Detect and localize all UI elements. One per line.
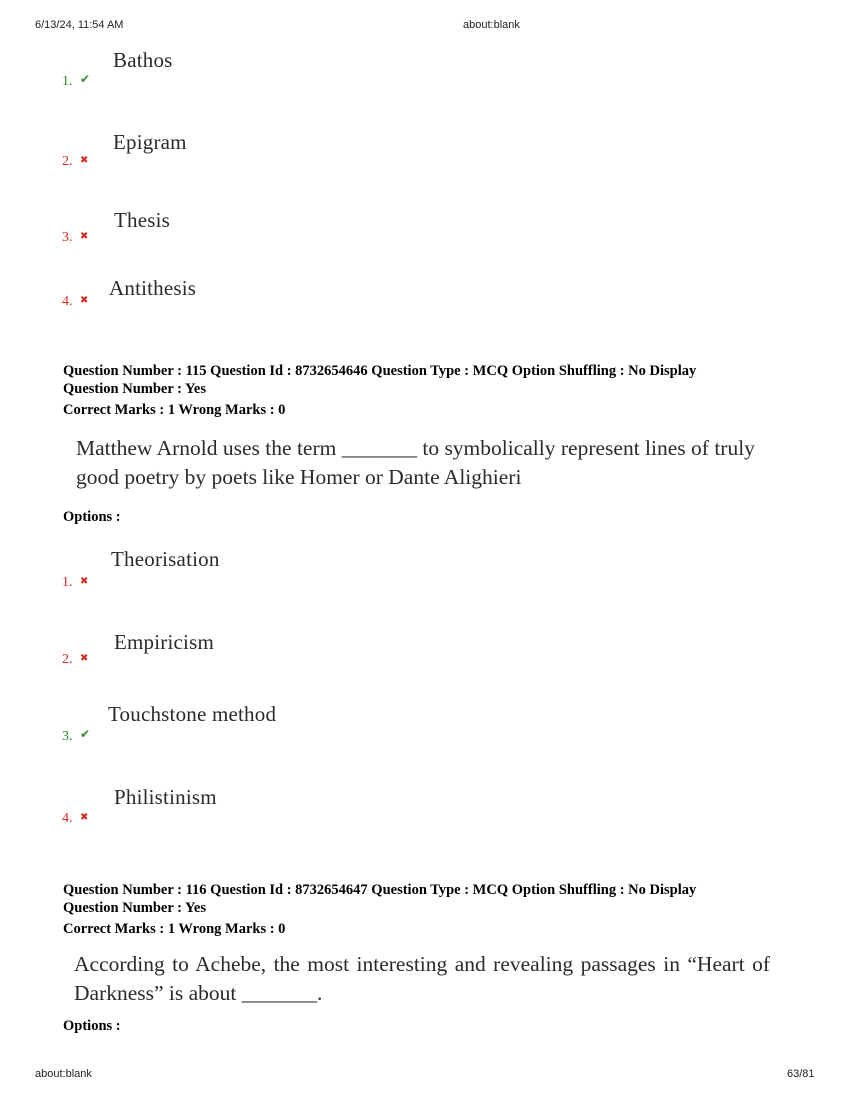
option-number: 2. [62, 154, 73, 169]
print-page-number: 63/81 [787, 1068, 815, 1080]
option-text: Thesis [114, 208, 171, 232]
option-text: Touchstone method [108, 702, 277, 726]
meta-line-2: Question Number : Yes [63, 381, 206, 397]
option-number: 4. [62, 294, 73, 309]
cross-icon: ✖ [80, 653, 89, 664]
options-label: Options : [63, 1018, 121, 1034]
question-115-meta [63, 362, 696, 398]
q115-option-4 [62, 767, 662, 827]
cross-icon: ✖ [80, 155, 89, 166]
meta-line-1: Question Number : 116 Question Id : 8732654647 Question Type : MCQ Option Shuffling : No Display [63, 882, 697, 898]
option-number: 2. [62, 652, 73, 667]
check-icon: ✔ [80, 727, 91, 741]
prev-option-4 [62, 250, 662, 310]
cross-icon: ✖ [80, 812, 89, 823]
question-115-text: Matthew Arnold uses the term _______ to symbolically represent lines of truly good poetry by poets like Homer or Dante Alighieri [76, 436, 755, 489]
prev-option-1 [62, 30, 662, 90]
print-datetime: 6/13/24, 11:54 AM [35, 19, 124, 31]
meta-line-1: Question Number : 115 Question Id : 8732654646 Question Type : MCQ Option Shuffling : No Display [63, 363, 697, 379]
cross-icon: ✖ [80, 231, 89, 242]
question-115-marks: Correct Marks : 1 Wrong Marks : 0 [63, 402, 286, 418]
option-text: Epigram [113, 130, 187, 154]
print-footer-url: about:blank [35, 1068, 92, 1080]
options-label: Options : [63, 509, 121, 525]
print-title: about:blank [463, 19, 520, 31]
question-116-meta [63, 881, 696, 917]
option-text: Empiricism [114, 630, 214, 654]
option-text: Theorisation [111, 547, 220, 571]
option-number: 1. [62, 575, 73, 590]
meta-line-2: Question Number : Yes [63, 900, 206, 916]
q115-option-3 [62, 685, 662, 745]
prev-option-3 [62, 186, 662, 246]
q115-option-1 [62, 531, 662, 591]
q115-option-2 [62, 608, 662, 668]
option-text: Antithesis [109, 276, 197, 300]
option-text: Bathos [113, 48, 173, 72]
option-number: 1. [62, 74, 73, 89]
question-116-marks: Correct Marks : 1 Wrong Marks : 0 [63, 921, 286, 937]
option-number: 3. [62, 729, 73, 744]
check-icon: ✔ [80, 72, 91, 86]
option-text: Philistinism [114, 785, 217, 809]
cross-icon: ✖ [80, 295, 89, 306]
option-number: 3. [62, 230, 73, 245]
question-116-text: According to Achebe, the most interesting and revealing passages in “Heart of Darkness” is about _______. [74, 952, 770, 1005]
cross-icon: ✖ [80, 576, 89, 587]
option-number: 4. [62, 811, 73, 826]
prev-option-2 [62, 110, 662, 170]
